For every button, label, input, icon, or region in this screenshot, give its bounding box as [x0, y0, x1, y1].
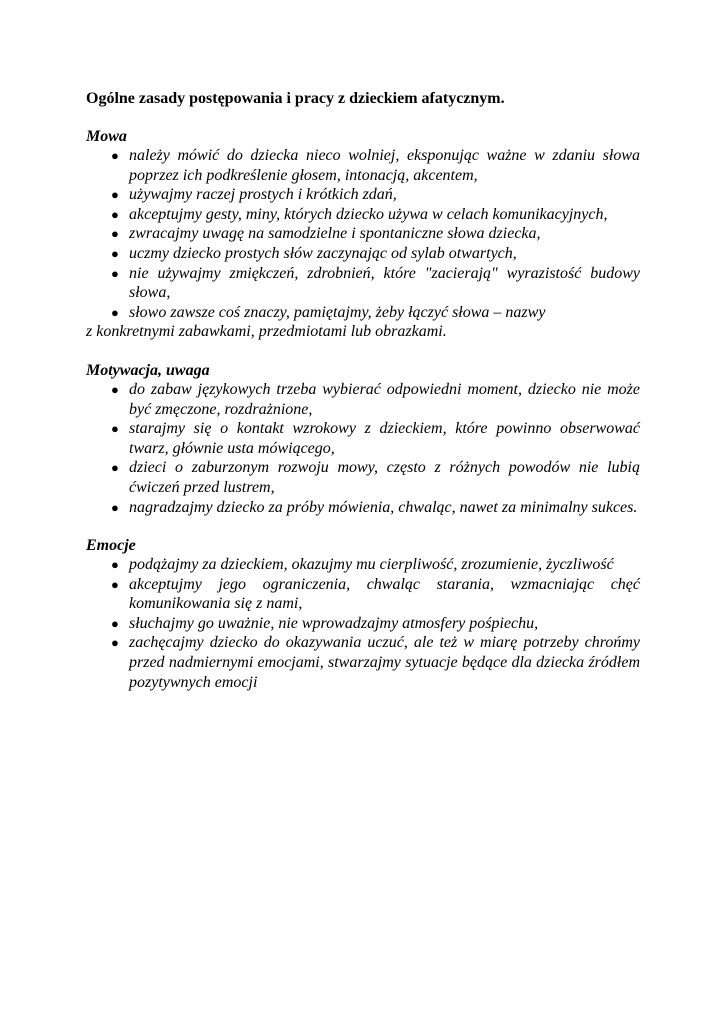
list-item — [86, 498, 640, 518]
bullet-icon: ● — [111, 226, 119, 242]
list-item-text: używajmy raczej prostych i krótkich zdań, — [129, 186, 397, 204]
list-item-text: nie używajmy zmiękczeń, zdrobnień, które "zacierają" wyrazistość budowy słowa, — [129, 264, 640, 302]
bullet-icon: ● — [111, 381, 119, 397]
section-mowa — [86, 127, 640, 342]
document-title: Ogólne zasady postępowania i pracy z dzieckiem afatycznym. — [86, 90, 505, 107]
list-item — [86, 614, 640, 634]
list-item-text: zwracajmy uwagę na samodzielne i spontaniczne słowa dziecka, — [129, 225, 541, 243]
bullet-icon: ● — [111, 499, 119, 515]
list-item-text: nagradzajmy dziecko za próby mówienia, chwaląc, nawet za minimalny sukces. — [129, 498, 638, 516]
list-item — [86, 264, 640, 303]
list-item-text: do zabaw językowych trzeba wybierać odpowiedni moment, dziecko nie może być zmęczone, rozdrażnione, — [129, 380, 640, 418]
list-item-text: słowo zawsze coś znaczy, pamiętajmy, żeby łączyć słowa – nazwy — [129, 303, 546, 321]
bullet-icon: ● — [111, 615, 119, 631]
bullet-icon: ● — [111, 206, 119, 222]
list-item — [86, 303, 640, 323]
list-item-text: akceptujmy jego ograniczenia, chwaląc starania, wzmacniając chęć komunikowania się z nami, — [129, 575, 640, 613]
bullet-icon: ● — [111, 557, 119, 573]
list-item-text: słuchajmy go uważnie, nie wprowadzajmy atmosfery pośpiechu, — [129, 614, 539, 632]
list-motywacja — [86, 380, 640, 517]
list-item-text: starajmy się o kontakt wzrokowy z dzieckiem, które powinno obserwować twarz, głównie usta mówiącego, — [129, 420, 640, 457]
bullet-icon: ● — [111, 245, 119, 261]
bullet-icon: ● — [111, 460, 119, 476]
bullet-icon: ● — [111, 187, 119, 203]
list-item — [86, 185, 640, 205]
list-emocje — [86, 555, 640, 692]
bullet-icon: ● — [111, 148, 119, 163]
list-item-text: podążajmy za dzieckiem, okazujmy mu cierpliwość, zrozumienie, życzliwość — [129, 556, 614, 574]
document-page — [86, 89, 640, 711]
bullet-icon: ● — [111, 576, 119, 592]
list-item-text: uczmy dziecko prostych słów zaczynając od sylab otwartych, — [129, 244, 517, 262]
list-item — [86, 419, 640, 458]
section-emocje — [86, 536, 640, 692]
list-item-text: zachęcajmy dziecko do okazywania uczuć, ale też w miarę potrzeby chrońmy przed nadmiernymi emocjami, stwarzajmy sytuacje będące dla dziecka źródłem pozytywnych emocji — [129, 634, 640, 691]
list-item-text: akceptujmy gesty, miny, których dziecko używa w celach komunikacyjnych, — [129, 205, 608, 223]
list-item — [86, 205, 640, 225]
list-item — [86, 458, 640, 497]
list-item — [86, 380, 640, 419]
section-heading-mowa: Mowa — [86, 128, 127, 145]
list-item — [86, 633, 640, 692]
list-item-text: należy mówić do dziecka nieco wolniej, eksponując ważne w zdaniu słowa poprzez ich podkreślenie głosem, intonacją, akcentem, — [129, 147, 640, 184]
section-heading-emocje: Emocje — [86, 537, 136, 555]
list-item-text: dzieci o zaburzonym rozwoju mowy, często z różnych powodów nie lubią ćwiczeń przed lustrem, — [129, 459, 640, 496]
bullet-icon: ● — [111, 421, 119, 437]
bullet-icon: ● — [111, 304, 119, 320]
bullet-icon: ● — [111, 635, 119, 651]
list-item — [86, 224, 640, 244]
list-mowa — [86, 146, 640, 322]
section-motywacja — [86, 361, 640, 517]
section-heading-motywacja: Motywacja, uwaga — [86, 361, 210, 379]
list-item — [86, 555, 640, 575]
bullet-icon: ● — [111, 265, 119, 281]
list-item — [86, 575, 640, 614]
list-item — [86, 244, 640, 264]
list-continuation-text: z konkretnymi zabawkami, przedmiotami lub obrazkami. — [86, 323, 447, 341]
list-item — [86, 146, 640, 185]
